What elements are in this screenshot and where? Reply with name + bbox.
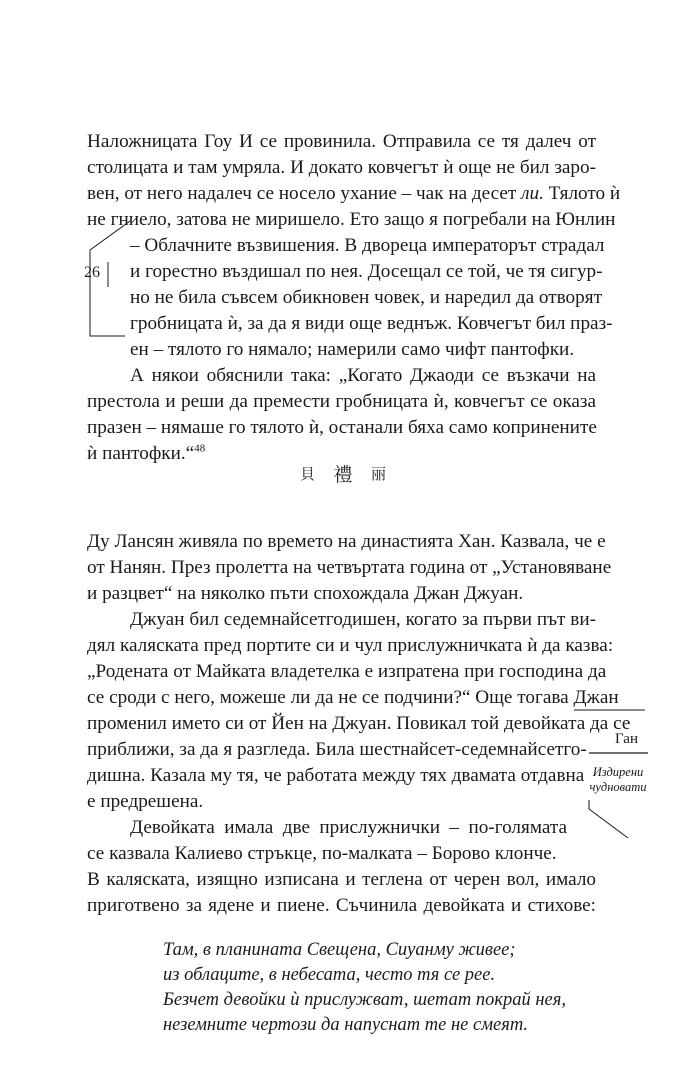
text-line: дишна. Казала му тя, че работата между тях двамата отдавна [87,765,585,786]
page-number: 26 [84,264,100,281]
text-line: и горестно въздишал по нея. Досещал се той, че тя сигур- [130,261,603,282]
text-line: се сроди с него, можеше ли да не се подчини?“ Още тогава Джан [87,687,619,708]
running-head-subtitle: Издирени чудновати [589,765,647,794]
text-line: „Родената от Майката владетелка е изпратена при господина да [87,661,607,682]
poem-line: из облаците, в небесата, често тя се рее. [163,965,496,985]
text-line: гробницата ѝ, за да я види още веднъж. Ковчегът бил праз- [130,313,613,334]
ornament-glyph-right: 丽 [370,466,386,483]
text-line: Джуан бил седемнайсетгодишен, когато за първи път ви- [130,609,596,630]
text-line: от Нанян. През пролетта на четвъртата година от „Установяване [87,557,612,578]
text-line: ен – тялото го нямало; намерили само чифт пантофки. [130,339,575,360]
text-line: престола и реши да премести гробницата ѝ, ковчегът се оказа [87,391,596,412]
text-segment: вен, от него надалеч се носело ухание – чак на десет [87,183,517,204]
text-segment: Тялото ѝ [548,183,621,204]
text-line: но не била съвсем обикновен човек, и наредил да отворят [130,287,602,308]
ornament-glyph-left: 貝 [300,466,316,483]
text-line: В каляската, изящно изписана и теглена от черен вол, имало [87,869,596,890]
text-line [87,182,621,206]
poem-line: Там, в планината Свещена, Сиуанму живее; [163,940,516,960]
text-line: е предрешена. [87,791,204,812]
text-line: променил името си от Йен на Джуан. Повикал той девойката да се [87,713,631,734]
text-line: столицата и там умряла. И докато ковчегът ѝ още не бил заро- [87,157,596,178]
text-line: Ду Лансян живяла по времето на династията Хан. Казвала, че е [87,531,606,552]
text-line: приближи, за да я разгледа. Била шестнайсет-седемнайсетго- [87,739,587,760]
text-line: Девойката имала две прислужнички – по-голямата [130,817,567,838]
italic-word: ли. [521,183,544,204]
text-line: приготвено за ядене и пиене. Съчинила девойката и стихове: [87,895,596,916]
poem-line: неземните чертози да напуснат те не смеят. [163,1015,529,1035]
text-line: не гниело, затова не миришело. Ето защо я погребали на Юнлин [87,209,616,230]
text-segment: ѝ пантофки.“ [87,443,195,464]
text-line: – Облачните възвишения. В двореца императорът страдал [130,235,605,256]
text-line: дял каляската пред портите си и чул прислужничката ѝ да казва: [87,635,614,656]
poem-line: Безчет девойки ѝ прислужват, шетат покрай нея, [163,990,566,1010]
ornament-glyph-center: 禮 [333,464,353,486]
footnote-reference: 48 [194,442,206,455]
text-line: празен – нямаше го тялото ѝ, останали бяха само копринените [87,417,597,438]
text-line: се казвала Калиево стръкце, по-малката – Борово клонче. [87,843,557,864]
running-head-title: Ган [615,731,638,747]
section-ornament [300,461,386,485]
text-line: и разцвет“ на няколко пъти спохождала Джан Джуан. [87,583,524,604]
text-line: А някои обяснили така: „Когато Джаоди се възкачи на [130,365,596,386]
text-line: Наложницата Гоу И се провинила. Отправила се тя далеч от [87,131,596,152]
